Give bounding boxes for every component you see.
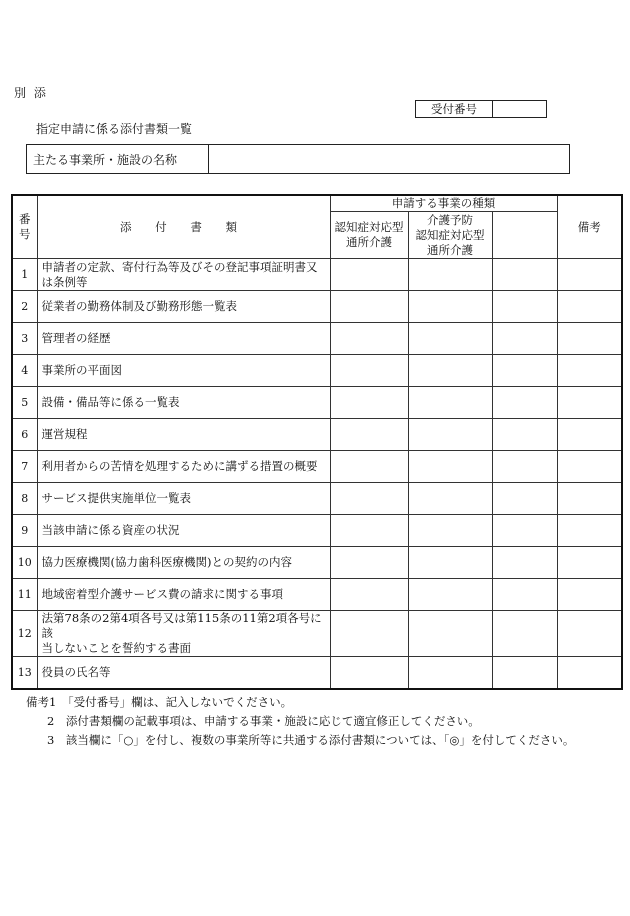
- row-type-2-cell[interactable]: [408, 611, 492, 657]
- row-document: [37, 291, 330, 323]
- facility-name-field[interactable]: [209, 145, 570, 174]
- row-document: [37, 515, 330, 547]
- row-number: 10: [12, 547, 37, 579]
- row-remarks-cell[interactable]: [557, 387, 622, 419]
- row-remarks-cell[interactable]: [557, 547, 622, 579]
- row-type-3-cell[interactable]: [492, 579, 557, 611]
- header-number-line1: 番: [19, 212, 31, 226]
- row-type-3-cell[interactable]: [492, 259, 557, 291]
- row-type-1-cell[interactable]: [330, 387, 408, 419]
- header-number-line2: 号: [19, 227, 31, 241]
- row-type-1-cell[interactable]: [330, 451, 408, 483]
- row-type-2-cell[interactable]: [408, 657, 492, 689]
- header-type-1-line2: 通所介護: [346, 235, 392, 249]
- row-type-3-cell[interactable]: [492, 515, 557, 547]
- attachment-documents-table: [11, 194, 623, 690]
- table-row: [12, 451, 622, 483]
- note-1: 備考1 「受付番号」欄は、記入しないでください。: [26, 695, 293, 709]
- receipt-number-label: 受付番号: [416, 101, 493, 118]
- row-document: [37, 355, 330, 387]
- row-type-1-cell[interactable]: [330, 515, 408, 547]
- row-type-2-cell[interactable]: [408, 323, 492, 355]
- row-type-3-cell[interactable]: [492, 547, 557, 579]
- row-number: 2: [12, 291, 37, 323]
- row-document: [37, 323, 330, 355]
- row-document-line2: 当しないことを誓約する書面: [41, 641, 191, 655]
- row-document: [37, 579, 330, 611]
- note-3: 3 該当欄に「○」を付し、複数の事業所等に共通する添付書類については、「◎」を付してください。: [47, 733, 575, 747]
- row-type-1-cell[interactable]: [330, 483, 408, 515]
- header-remarks: 備考: [557, 195, 622, 259]
- facility-name-box: [26, 144, 570, 174]
- header-type-2-line1: 介護予防: [427, 212, 473, 227]
- row-type-3-cell[interactable]: [492, 387, 557, 419]
- row-number: 9: [12, 515, 37, 547]
- header-type-2: [408, 212, 492, 259]
- row-document-line1: 申請者の定款、寄付行為等及びその登記事項証明書又: [41, 259, 318, 274]
- row-type-1-cell[interactable]: [330, 355, 408, 387]
- row-type-2-cell[interactable]: [408, 515, 492, 547]
- row-number: 4: [12, 355, 37, 387]
- row-document: [37, 483, 330, 515]
- row-number: 1: [12, 259, 37, 291]
- row-number: 11: [12, 579, 37, 611]
- row-type-1-cell[interactable]: [330, 579, 408, 611]
- row-document-line1: サービス提供実施単位一覧表: [41, 491, 191, 505]
- header-type-1: [330, 212, 408, 259]
- header-type-2-line2: 認知症対応型: [415, 227, 485, 242]
- row-document: [37, 451, 330, 483]
- table-row: [12, 547, 622, 579]
- row-type-2-cell[interactable]: [408, 387, 492, 419]
- row-document: [37, 387, 330, 419]
- row-remarks-cell[interactable]: [557, 291, 622, 323]
- row-number: 6: [12, 419, 37, 451]
- row-type-3-cell[interactable]: [492, 611, 557, 657]
- row-remarks-cell[interactable]: [557, 657, 622, 689]
- row-remarks-cell[interactable]: [557, 579, 622, 611]
- row-document-line1: 管理者の経歴: [41, 331, 111, 345]
- row-remarks-cell[interactable]: [557, 323, 622, 355]
- row-type-1-cell[interactable]: [330, 657, 408, 689]
- row-type-2-cell[interactable]: [408, 451, 492, 483]
- row-type-2-cell[interactable]: [408, 579, 492, 611]
- row-number: 8: [12, 483, 37, 515]
- row-document: [37, 611, 330, 657]
- row-document: [37, 419, 330, 451]
- row-remarks-cell[interactable]: [557, 259, 622, 291]
- row-document-line1: 利用者からの苦情を処理するために講ずる措置の概要: [41, 459, 318, 473]
- row-number: 7: [12, 451, 37, 483]
- row-type-1-cell[interactable]: [330, 323, 408, 355]
- row-document: [37, 657, 330, 689]
- row-type-1-cell[interactable]: [330, 547, 408, 579]
- table-row: [12, 611, 622, 657]
- header-type-1-line1: 認知症対応型: [334, 220, 404, 234]
- row-type-3-cell[interactable]: [492, 419, 557, 451]
- header-document-label: 添 付 書 類: [120, 219, 247, 234]
- receipt-number-box: [415, 100, 547, 118]
- facility-name-label: 主たる事業所・施設の名称: [27, 145, 209, 174]
- notes: [26, 693, 574, 750]
- row-document: [37, 259, 330, 291]
- table-row: [12, 419, 622, 451]
- row-remarks-cell[interactable]: [557, 451, 622, 483]
- row-number: 3: [12, 323, 37, 355]
- row-type-1-cell[interactable]: [330, 419, 408, 451]
- row-type-2-cell[interactable]: [408, 355, 492, 387]
- row-type-2-cell[interactable]: [408, 419, 492, 451]
- header-type-2-line3: 通所介護: [427, 242, 473, 257]
- receipt-number-field[interactable]: [493, 101, 547, 118]
- row-type-1-cell[interactable]: [330, 259, 408, 291]
- row-document-line2: は条例等: [41, 274, 88, 289]
- header-type-3: [492, 212, 557, 259]
- table-row: [12, 259, 622, 291]
- row-type-3-cell[interactable]: [492, 657, 557, 689]
- row-document-line1: 地域密着型介護サービス費の請求に関する事項: [41, 587, 283, 601]
- table-row: [12, 657, 622, 689]
- row-type-2-cell[interactable]: [408, 291, 492, 323]
- row-type-3-cell[interactable]: [492, 291, 557, 323]
- row-type-3-cell[interactable]: [492, 451, 557, 483]
- row-type-3-cell[interactable]: [492, 483, 557, 515]
- row-remarks-cell[interactable]: [557, 611, 622, 657]
- attachment-label: 別 添: [14, 86, 48, 100]
- row-number: 5: [12, 387, 37, 419]
- header-document: [37, 195, 330, 259]
- row-type-1-cell[interactable]: [330, 291, 408, 323]
- row-document-line1: 従業者の勤務体制及び勤務形態一覧表: [41, 299, 237, 313]
- table-row: [12, 579, 622, 611]
- row-type-3-cell[interactable]: [492, 355, 557, 387]
- document-title: 指定申請に係る添付書類一覧: [36, 122, 193, 136]
- note-2: 2 添付書類欄の記載事項は、申請する事業・施設に応じて適宜修正してください。: [47, 714, 480, 728]
- row-remarks-cell[interactable]: [557, 515, 622, 547]
- row-type-2-cell[interactable]: [408, 259, 492, 291]
- row-remarks-cell[interactable]: [557, 355, 622, 387]
- table-row: [12, 291, 622, 323]
- table-row: [12, 387, 622, 419]
- table-row: [12, 483, 622, 515]
- row-document-line1: 事業所の平面図: [41, 363, 122, 377]
- row-type-2-cell[interactable]: [408, 483, 492, 515]
- row-remarks-cell[interactable]: [557, 419, 622, 451]
- row-type-2-cell[interactable]: [408, 547, 492, 579]
- table-row: [12, 323, 622, 355]
- row-document-line1: 協力医療機関(協力歯科医療機関)との契約の内容: [41, 555, 292, 569]
- header-number: [12, 195, 37, 259]
- row-document-line1: 役員の氏名等: [41, 664, 111, 679]
- row-number: 12: [12, 611, 37, 657]
- table-row: [12, 355, 622, 387]
- row-document: [37, 547, 330, 579]
- row-document-line1: 法第78条の2第4項各号又は第115条の11第2項各号に該: [41, 611, 322, 640]
- header-business-types: 申請する事業の種類: [330, 195, 557, 212]
- row-document-line1: 当該申請に係る資産の状況: [41, 523, 180, 537]
- table-row: [12, 515, 622, 547]
- row-type-1-cell[interactable]: [330, 611, 408, 657]
- row-remarks-cell[interactable]: [557, 483, 622, 515]
- row-document-line1: 運営規程: [41, 427, 88, 441]
- row-type-3-cell[interactable]: [492, 323, 557, 355]
- row-number: 13: [12, 657, 37, 689]
- row-document-line1: 設備・備品等に係る一覧表: [41, 395, 180, 409]
